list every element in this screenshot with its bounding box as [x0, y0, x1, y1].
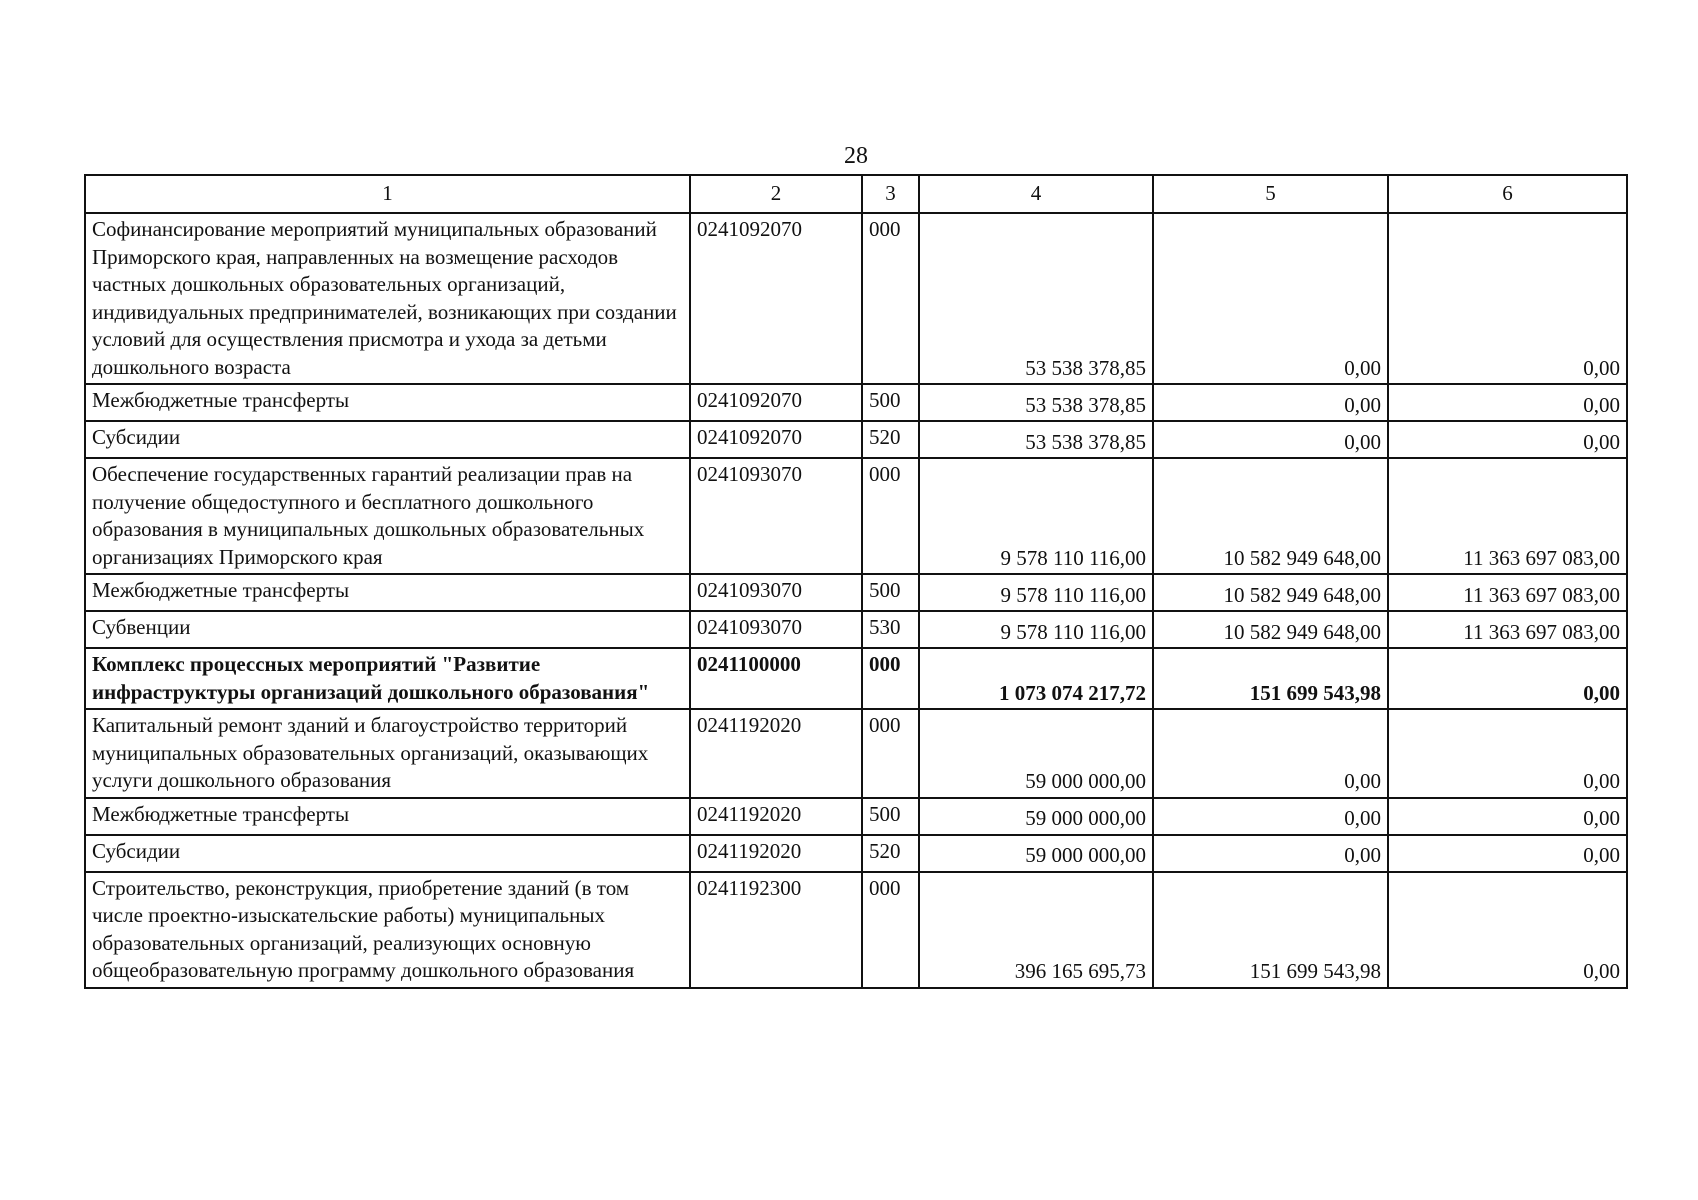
amount-col-5: 0,00: [1153, 213, 1388, 384]
amount-col-4: 53 538 378,85: [919, 384, 1153, 421]
row-name: Обеспечение государственных гарантий реализации прав на получение общедоступного и бесплатного дошкольного образования в муниципальных дошкольных образовательных организациях Приморского края: [85, 458, 690, 574]
row-name: Строительство, реконструкция, приобретение зданий (в том числе проектно-изыскательские работы) муниципальных образовательных организаций, реализующих основную общеобразовательную программу дошкольного образования: [85, 872, 690, 988]
amount-col-6: 11 363 697 083,00: [1388, 458, 1627, 574]
table-header-row: [85, 175, 1627, 213]
program-code: 0241093070: [690, 574, 862, 611]
expense-type: 000: [862, 872, 919, 988]
column-header: 6: [1388, 175, 1627, 213]
amount-col-4: 53 538 378,85: [919, 421, 1153, 458]
program-code: 0241093070: [690, 458, 862, 574]
amount-col-5: 0,00: [1153, 421, 1388, 458]
table-row: [85, 458, 1627, 574]
budget-table: [84, 174, 1628, 989]
row-name: Капитальный ремонт зданий и благоустройство территорий муниципальных образовательных организаций, оказывающих услуги дошкольного образования: [85, 709, 690, 798]
amount-col-5: 151 699 543,98: [1153, 648, 1388, 709]
expense-type: 500: [862, 384, 919, 421]
amount-col-6: 0,00: [1388, 421, 1627, 458]
program-code: 0241192020: [690, 709, 862, 798]
program-code: 0241192300: [690, 872, 862, 988]
column-header: 2: [690, 175, 862, 213]
expense-type: 520: [862, 835, 919, 872]
column-header: 3: [862, 175, 919, 213]
program-code: 0241092070: [690, 384, 862, 421]
amount-col-4: 9 578 110 116,00: [919, 458, 1153, 574]
expense-type: 000: [862, 648, 919, 709]
row-name: Межбюджетные трансферты: [85, 798, 690, 835]
amount-col-6: 11 363 697 083,00: [1388, 611, 1627, 648]
row-name: Межбюджетные трансферты: [85, 574, 690, 611]
program-code: 0241093070: [690, 611, 862, 648]
table-row: [85, 213, 1627, 384]
expense-type: 000: [862, 709, 919, 798]
amount-col-5: 10 582 949 648,00: [1153, 458, 1388, 574]
amount-col-4: 59 000 000,00: [919, 709, 1153, 798]
amount-col-6: 11 363 697 083,00: [1388, 574, 1627, 611]
row-name: Комплекс процессных мероприятий "Развитие инфраструктуры организаций дошкольного образования": [85, 648, 690, 709]
amount-col-6: 0,00: [1388, 709, 1627, 798]
amount-col-4: 9 578 110 116,00: [919, 574, 1153, 611]
column-header: 1: [85, 175, 690, 213]
row-name: Субвенции: [85, 611, 690, 648]
amount-col-5: 0,00: [1153, 835, 1388, 872]
amount-col-6: 0,00: [1388, 835, 1627, 872]
program-code: 0241092070: [690, 421, 862, 458]
table-row: [85, 798, 1627, 835]
row-name: Межбюджетные трансферты: [85, 384, 690, 421]
program-code: 0241192020: [690, 835, 862, 872]
amount-col-4: 1 073 074 217,72: [919, 648, 1153, 709]
amount-col-6: 0,00: [1388, 798, 1627, 835]
column-header: 4: [919, 175, 1153, 213]
program-code: 0241192020: [690, 798, 862, 835]
amount-col-5: 0,00: [1153, 709, 1388, 798]
amount-col-5: 10 582 949 648,00: [1153, 611, 1388, 648]
table-row: [85, 611, 1627, 648]
amount-col-5: 0,00: [1153, 384, 1388, 421]
amount-col-4: 59 000 000,00: [919, 798, 1153, 835]
amount-col-6: 0,00: [1388, 648, 1627, 709]
amount-col-4: 59 000 000,00: [919, 835, 1153, 872]
table-row: [85, 709, 1627, 798]
amount-col-5: 0,00: [1153, 798, 1388, 835]
expense-type: 500: [862, 574, 919, 611]
program-code: 0241100000: [690, 648, 862, 709]
column-header: 5: [1153, 175, 1388, 213]
program-code: 0241092070: [690, 213, 862, 384]
table-row: [85, 384, 1627, 421]
table-row: [85, 648, 1627, 709]
expense-type: 500: [862, 798, 919, 835]
expense-type: 530: [862, 611, 919, 648]
row-name: Субсидии: [85, 835, 690, 872]
table-row: [85, 835, 1627, 872]
amount-col-5: 151 699 543,98: [1153, 872, 1388, 988]
amount-col-6: 0,00: [1388, 872, 1627, 988]
page-number: 28: [844, 143, 868, 169]
amount-col-6: 0,00: [1388, 384, 1627, 421]
expense-type: 520: [862, 421, 919, 458]
table-row: [85, 421, 1627, 458]
expense-type: 000: [862, 213, 919, 384]
amount-col-4: 396 165 695,73: [919, 872, 1153, 988]
row-name: Субсидии: [85, 421, 690, 458]
amount-col-4: 53 538 378,85: [919, 213, 1153, 384]
expense-type: 000: [862, 458, 919, 574]
amount-col-4: 9 578 110 116,00: [919, 611, 1153, 648]
table-row: [85, 872, 1627, 988]
amount-col-6: 0,00: [1388, 213, 1627, 384]
amount-col-5: 10 582 949 648,00: [1153, 574, 1388, 611]
row-name: Софинансирование мероприятий муниципальных образований Приморского края, направленных на возмещение расходов частных дошкольных образовательных организаций, индивидуальных предпринимателей, возникающих при создании условий для осуществления присмотра и ухода за детьми дошкольного возраста: [85, 213, 690, 384]
table-row: [85, 574, 1627, 611]
